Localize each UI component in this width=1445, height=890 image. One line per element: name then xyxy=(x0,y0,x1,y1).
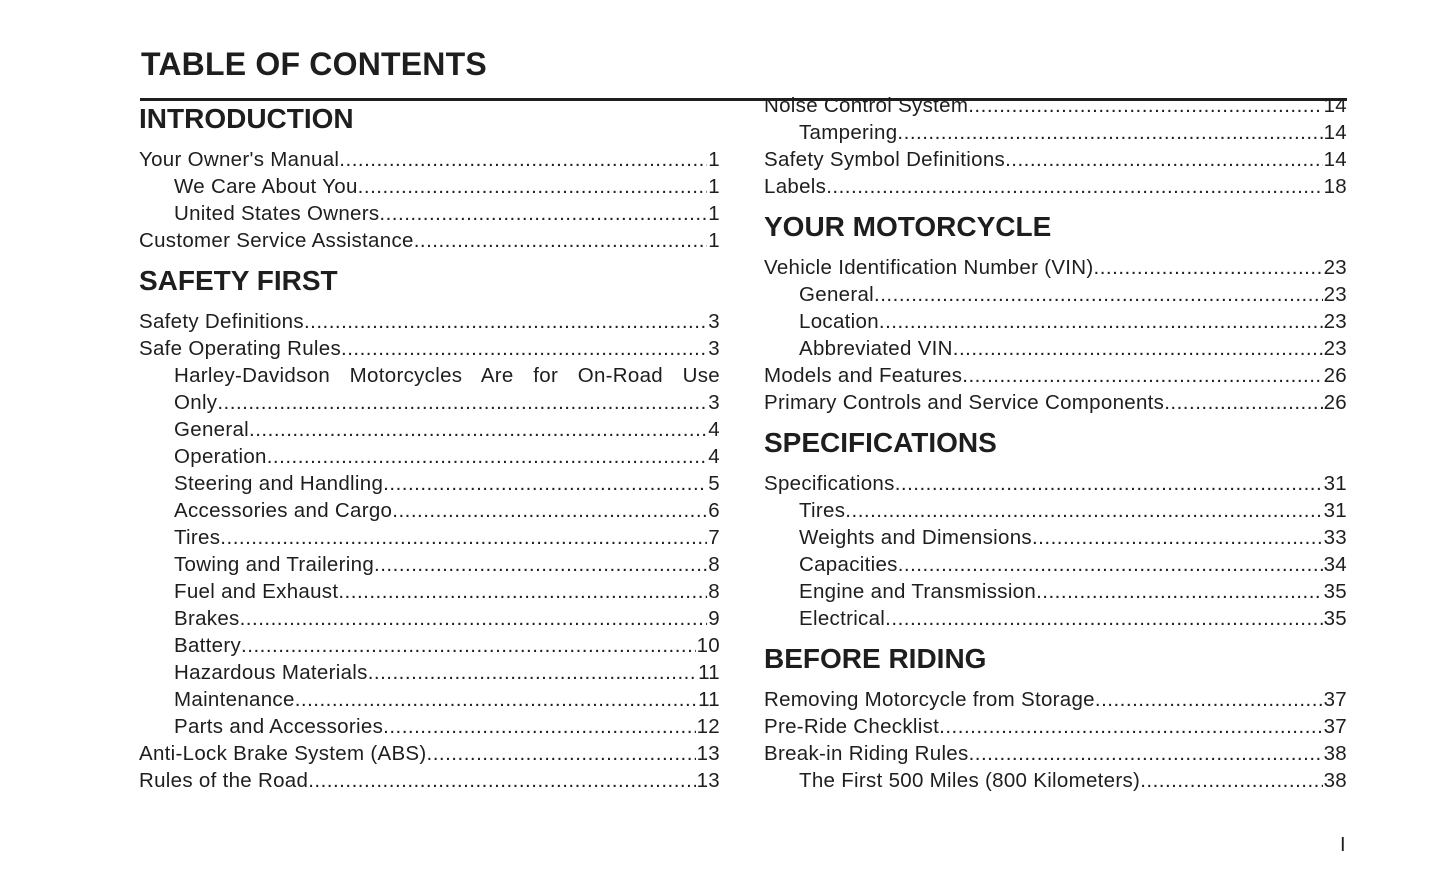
dot-leader xyxy=(1005,146,1323,173)
toc-entry[interactable] xyxy=(764,686,1347,713)
toc-page-number: 1 xyxy=(708,148,720,171)
dot-leader xyxy=(845,497,1322,524)
toc-entry[interactable] xyxy=(764,362,1347,389)
toc-page-number: 14 xyxy=(1323,94,1347,117)
section-heading: INTRODUCTION xyxy=(139,103,354,134)
toc-entry-title: Rules of the Road xyxy=(139,769,309,792)
toc-page-number: 13 xyxy=(696,742,720,765)
dot-leader xyxy=(368,659,697,686)
toc-page-number: 34 xyxy=(1323,553,1347,576)
toc-entry[interactable] xyxy=(764,470,1347,497)
page-number: I xyxy=(1340,834,1346,856)
dot-leader xyxy=(874,281,1323,308)
dot-leader xyxy=(220,524,707,551)
toc-page-number: 23 xyxy=(1323,337,1347,360)
toc-entry[interactable] xyxy=(139,308,720,335)
dot-leader xyxy=(1036,578,1323,605)
toc-page-number: 1 xyxy=(708,175,720,198)
toc-page-number: 13 xyxy=(696,769,720,792)
toc-entry[interactable] xyxy=(139,659,720,686)
toc-page-number: 7 xyxy=(708,526,720,549)
toc-entry[interactable] xyxy=(139,389,720,416)
toc-entry[interactable] xyxy=(139,335,720,362)
toc-entry-title: Steering and Handling xyxy=(174,472,384,495)
toc-entry-title: Fuel and Exhaust xyxy=(174,580,339,603)
dot-leader xyxy=(295,686,697,713)
dot-leader xyxy=(969,740,1323,767)
toc-entry-title: Models and Features xyxy=(764,364,963,387)
toc-entry-title: Battery xyxy=(174,634,242,657)
toc-entry[interactable] xyxy=(139,551,720,578)
section-heading: SPECIFICATIONS xyxy=(764,427,997,458)
toc-entry[interactable] xyxy=(764,173,1347,200)
toc-entry-title: Safety Symbol Definitions xyxy=(764,148,1006,171)
toc-entry-title: Tires xyxy=(174,526,221,549)
section-heading: YOUR MOTORCYCLE xyxy=(764,211,1052,242)
dot-leader xyxy=(341,335,707,362)
dot-leader xyxy=(358,173,708,200)
toc-page-number: 31 xyxy=(1323,499,1347,522)
dot-leader xyxy=(414,227,708,254)
dot-leader xyxy=(339,146,707,173)
dot-leader xyxy=(895,470,1323,497)
toc-page-number: 6 xyxy=(708,499,720,522)
toc-entry-title: Brakes xyxy=(174,607,240,630)
toc-entry[interactable] xyxy=(764,497,1347,524)
toc-entry-title: Accessories and Cargo xyxy=(174,499,393,522)
toc-entry-title: Safe Operating Rules xyxy=(139,337,342,360)
toc-page-number: 11 xyxy=(698,688,720,711)
section-heading: SAFETY FIRST xyxy=(139,265,338,296)
toc-entry[interactable] xyxy=(764,254,1347,281)
toc-page-number: 5 xyxy=(708,472,720,495)
toc-entry[interactable] xyxy=(139,173,720,200)
dot-leader xyxy=(249,416,707,443)
toc-entry-title: Abbreviated VIN xyxy=(799,337,953,360)
toc-entry[interactable] xyxy=(764,281,1347,308)
dot-leader xyxy=(427,740,696,767)
toc-entry[interactable] xyxy=(764,767,1347,794)
toc-page-number: 1 xyxy=(708,229,720,252)
dot-leader xyxy=(1032,524,1323,551)
toc-entry-title: Towing and Trailering xyxy=(174,553,375,576)
toc-entry-title: Parts and Accessories xyxy=(174,715,384,738)
toc-entry-title: Noise Control System xyxy=(764,94,969,117)
toc-page-number: 8 xyxy=(708,553,720,576)
toc-entry-title: Primary Controls and Service Components xyxy=(764,391,1165,414)
toc-entry-title: Capacities xyxy=(799,553,898,576)
toc-page-number: 18 xyxy=(1323,175,1347,198)
toc-entry[interactable] xyxy=(764,335,1347,362)
toc-entry-title: Anti-Lock Brake System (ABS) xyxy=(139,742,427,765)
dot-leader xyxy=(897,119,1322,146)
dot-leader xyxy=(379,200,707,227)
dot-leader xyxy=(953,335,1323,362)
toc-page-number: 37 xyxy=(1323,688,1347,711)
toc-entry-title: Weights and Dimensions xyxy=(799,526,1032,549)
toc-entry[interactable] xyxy=(764,578,1347,605)
toc-page-number: 14 xyxy=(1323,148,1347,171)
toc-entry[interactable] xyxy=(139,686,720,713)
toc-entry[interactable] xyxy=(764,713,1347,740)
dot-leader xyxy=(383,713,695,740)
toc-entry[interactable] xyxy=(139,443,720,470)
dot-leader xyxy=(962,362,1322,389)
toc-entry[interactable] xyxy=(764,605,1347,632)
dot-leader xyxy=(826,173,1322,200)
toc-entry[interactable] xyxy=(139,713,720,740)
toc-page-number: 4 xyxy=(708,418,720,441)
dot-leader xyxy=(1094,254,1323,281)
toc-entry-title: Tires xyxy=(799,499,846,522)
toc-page-number: 26 xyxy=(1323,391,1347,414)
toc-entry[interactable] xyxy=(139,146,720,173)
toc-page-number: 3 xyxy=(708,310,720,333)
toc-entry[interactable] xyxy=(139,497,720,524)
toc-entry-title: General xyxy=(799,283,875,306)
dot-leader xyxy=(885,605,1322,632)
toc-entry-title: Vehicle Identification Number (VIN) xyxy=(764,256,1094,279)
toc-entry-title: Customer Service Assistance xyxy=(139,229,414,252)
toc-page-number: 9 xyxy=(708,607,720,630)
toc-entry-title: Maintenance xyxy=(174,688,295,711)
toc-entry[interactable] xyxy=(764,740,1347,767)
toc-page-number: 37 xyxy=(1323,715,1347,738)
toc-entry-title: Specifications xyxy=(764,472,895,495)
toc-entry[interactable] xyxy=(139,200,720,227)
toc-entry-title: Your Owner's Manual xyxy=(139,148,340,171)
toc-page-number: 26 xyxy=(1323,364,1347,387)
toc-entry-title: Only xyxy=(174,391,218,414)
toc-entry-title: Safety Definitions xyxy=(139,310,304,333)
toc-entry[interactable] xyxy=(139,524,720,551)
toc-entry-title: Break-in Riding Rules xyxy=(764,742,969,765)
toc-page-number: 1 xyxy=(708,202,720,225)
dot-leader xyxy=(240,605,708,632)
dot-leader xyxy=(308,767,695,794)
toc-entry[interactable] xyxy=(139,632,720,659)
dot-leader xyxy=(879,308,1323,335)
toc-entry[interactable] xyxy=(139,605,720,632)
toc-entry-title: Hazardous Materials xyxy=(174,661,368,684)
page-title: TABLE OF CONTENTS xyxy=(141,46,487,82)
dot-leader xyxy=(267,443,708,470)
toc-page-number: 3 xyxy=(708,337,720,360)
dot-leader xyxy=(968,92,1322,119)
toc-page-number: 35 xyxy=(1323,607,1347,630)
toc-entry[interactable] xyxy=(139,470,720,497)
dot-leader xyxy=(1164,389,1322,416)
toc-page-number: 23 xyxy=(1323,310,1347,333)
toc-page-number: 12 xyxy=(696,715,720,738)
toc-entry-title: United States Owners xyxy=(174,202,380,225)
dot-leader xyxy=(898,551,1323,578)
toc-page-number: 8 xyxy=(708,580,720,603)
toc-entry-title: Removing Motorcycle from Storage xyxy=(764,688,1095,711)
toc-entry[interactable] xyxy=(139,227,720,254)
toc-right-column xyxy=(764,92,1347,794)
toc-entry[interactable] xyxy=(764,524,1347,551)
toc-entry-title: General xyxy=(174,418,250,441)
toc-entry-title: We Care About You xyxy=(174,175,358,198)
toc-entry-title-line[interactable]: Harley-Davidson Motorcycles Are for On-Road Use xyxy=(174,364,720,387)
toc-page-number: 31 xyxy=(1323,472,1347,495)
dot-leader xyxy=(383,470,707,497)
toc-left-column xyxy=(139,92,720,794)
toc-entry[interactable] xyxy=(764,92,1347,119)
toc-page-number: 33 xyxy=(1323,526,1347,549)
toc-entry-title: Pre-Ride Checklist xyxy=(764,715,940,738)
toc-page-number: 23 xyxy=(1323,283,1347,306)
toc-page-number: 3 xyxy=(708,391,720,414)
toc-entry-title: Electrical xyxy=(799,607,886,630)
dot-leader xyxy=(939,713,1322,740)
dot-leader xyxy=(217,389,707,416)
dot-leader xyxy=(338,578,707,605)
dot-leader xyxy=(241,632,696,659)
toc-entry-title: Tampering xyxy=(799,121,898,144)
dot-leader xyxy=(1140,767,1322,794)
toc-entry[interactable] xyxy=(764,389,1347,416)
toc-entry[interactable] xyxy=(764,308,1347,335)
toc-entry[interactable] xyxy=(139,767,720,794)
toc-page-number: 4 xyxy=(708,445,720,468)
toc-entry-title: Engine and Transmission xyxy=(799,580,1037,603)
toc-page-number: 35 xyxy=(1323,580,1347,603)
toc-entry[interactable] xyxy=(139,578,720,605)
toc-page-number: 38 xyxy=(1323,742,1347,765)
toc-entry-title: Location xyxy=(799,310,879,333)
toc-page-number: 10 xyxy=(696,634,720,657)
toc-page-number: 14 xyxy=(1323,121,1347,144)
dot-leader xyxy=(392,497,707,524)
toc-entry-title: The First 500 Miles (800 Kilometers) xyxy=(799,769,1141,792)
section-heading: BEFORE RIDING xyxy=(764,643,987,674)
toc-page-number: 38 xyxy=(1323,769,1347,792)
toc-entry[interactable] xyxy=(764,119,1347,146)
toc-page-number: 11 xyxy=(698,661,720,684)
toc-entry[interactable] xyxy=(764,551,1347,578)
dot-leader xyxy=(374,551,707,578)
toc-entry[interactable] xyxy=(139,740,720,767)
toc-entry[interactable] xyxy=(139,416,720,443)
toc-entry-title: Operation xyxy=(174,445,267,468)
toc-entry-title: Labels xyxy=(764,175,827,198)
toc-page-number: 23 xyxy=(1323,256,1347,279)
dot-leader xyxy=(1095,686,1323,713)
toc-entry[interactable] xyxy=(764,146,1347,173)
dot-leader xyxy=(304,308,707,335)
